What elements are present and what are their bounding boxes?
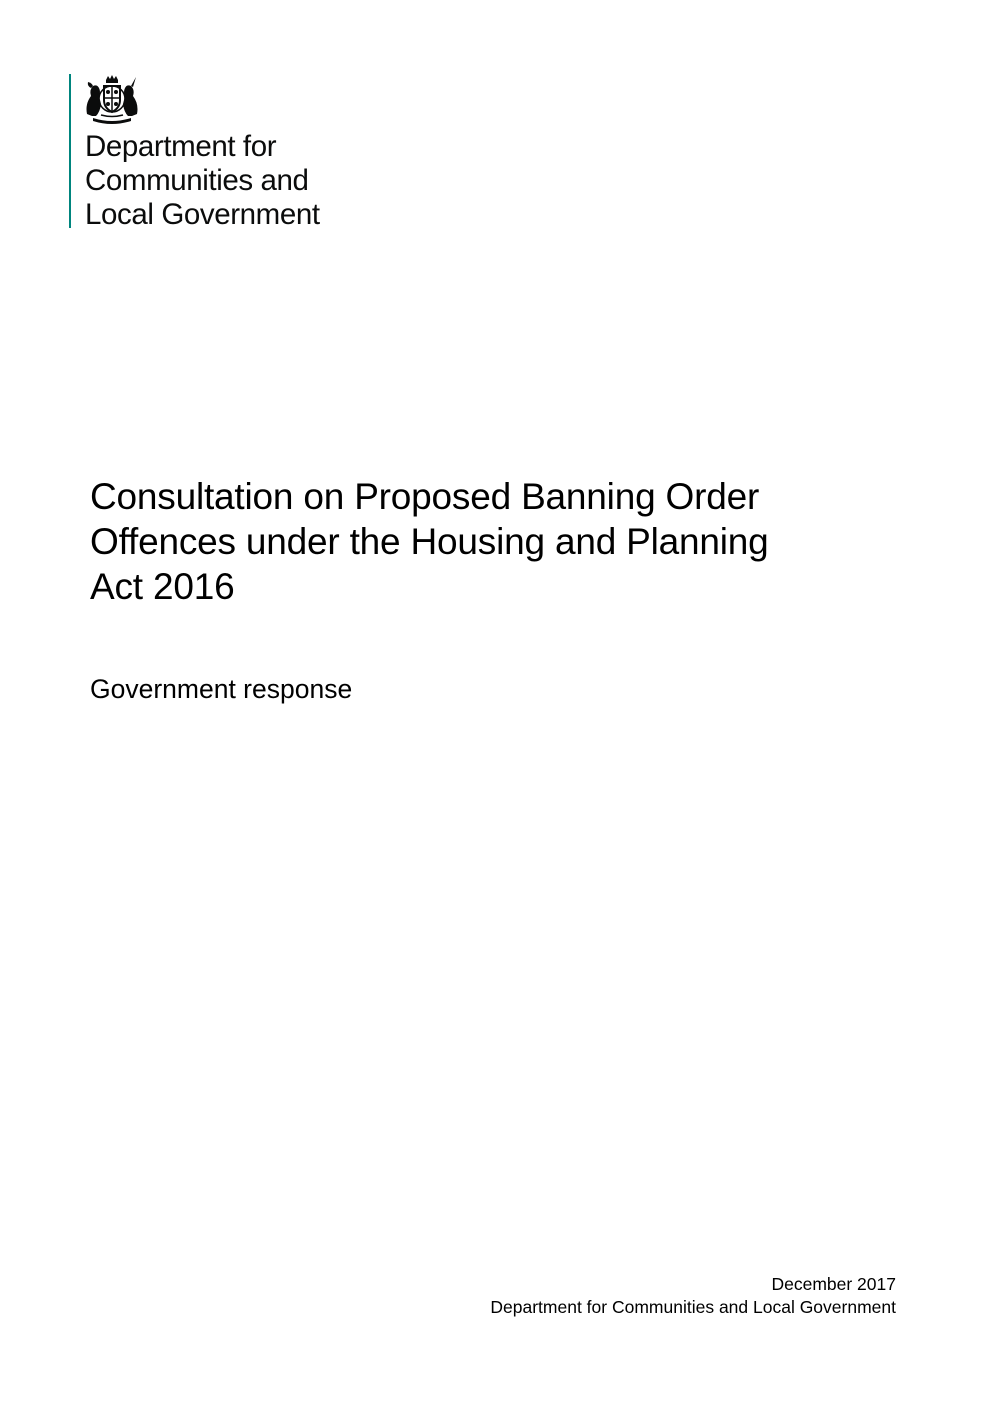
department-name-line-2: Communities and <box>85 164 309 197</box>
department-name-line-1: Department for <box>85 130 277 163</box>
publisher-name: Department for Communities and Local Government <box>490 1297 896 1317</box>
logo-rule <box>69 74 71 228</box>
royal-coat-of-arms-icon <box>83 74 141 124</box>
document-title-line-3: Act 2016 <box>90 566 235 607</box>
department-name-line-3: Local Government <box>85 198 320 231</box>
document-title-line-2: Offences under the Housing and Planning <box>90 521 769 562</box>
document-subtitle: Government response <box>90 674 353 704</box>
publication-date: December 2017 <box>771 1274 896 1294</box>
document-title <box>90 474 910 609</box>
document-title-line-1: Consultation on Proposed Banning Order <box>90 476 760 517</box>
department-logo <box>69 74 369 231</box>
publication-footer <box>490 1273 896 1319</box>
department-name <box>85 130 320 232</box>
